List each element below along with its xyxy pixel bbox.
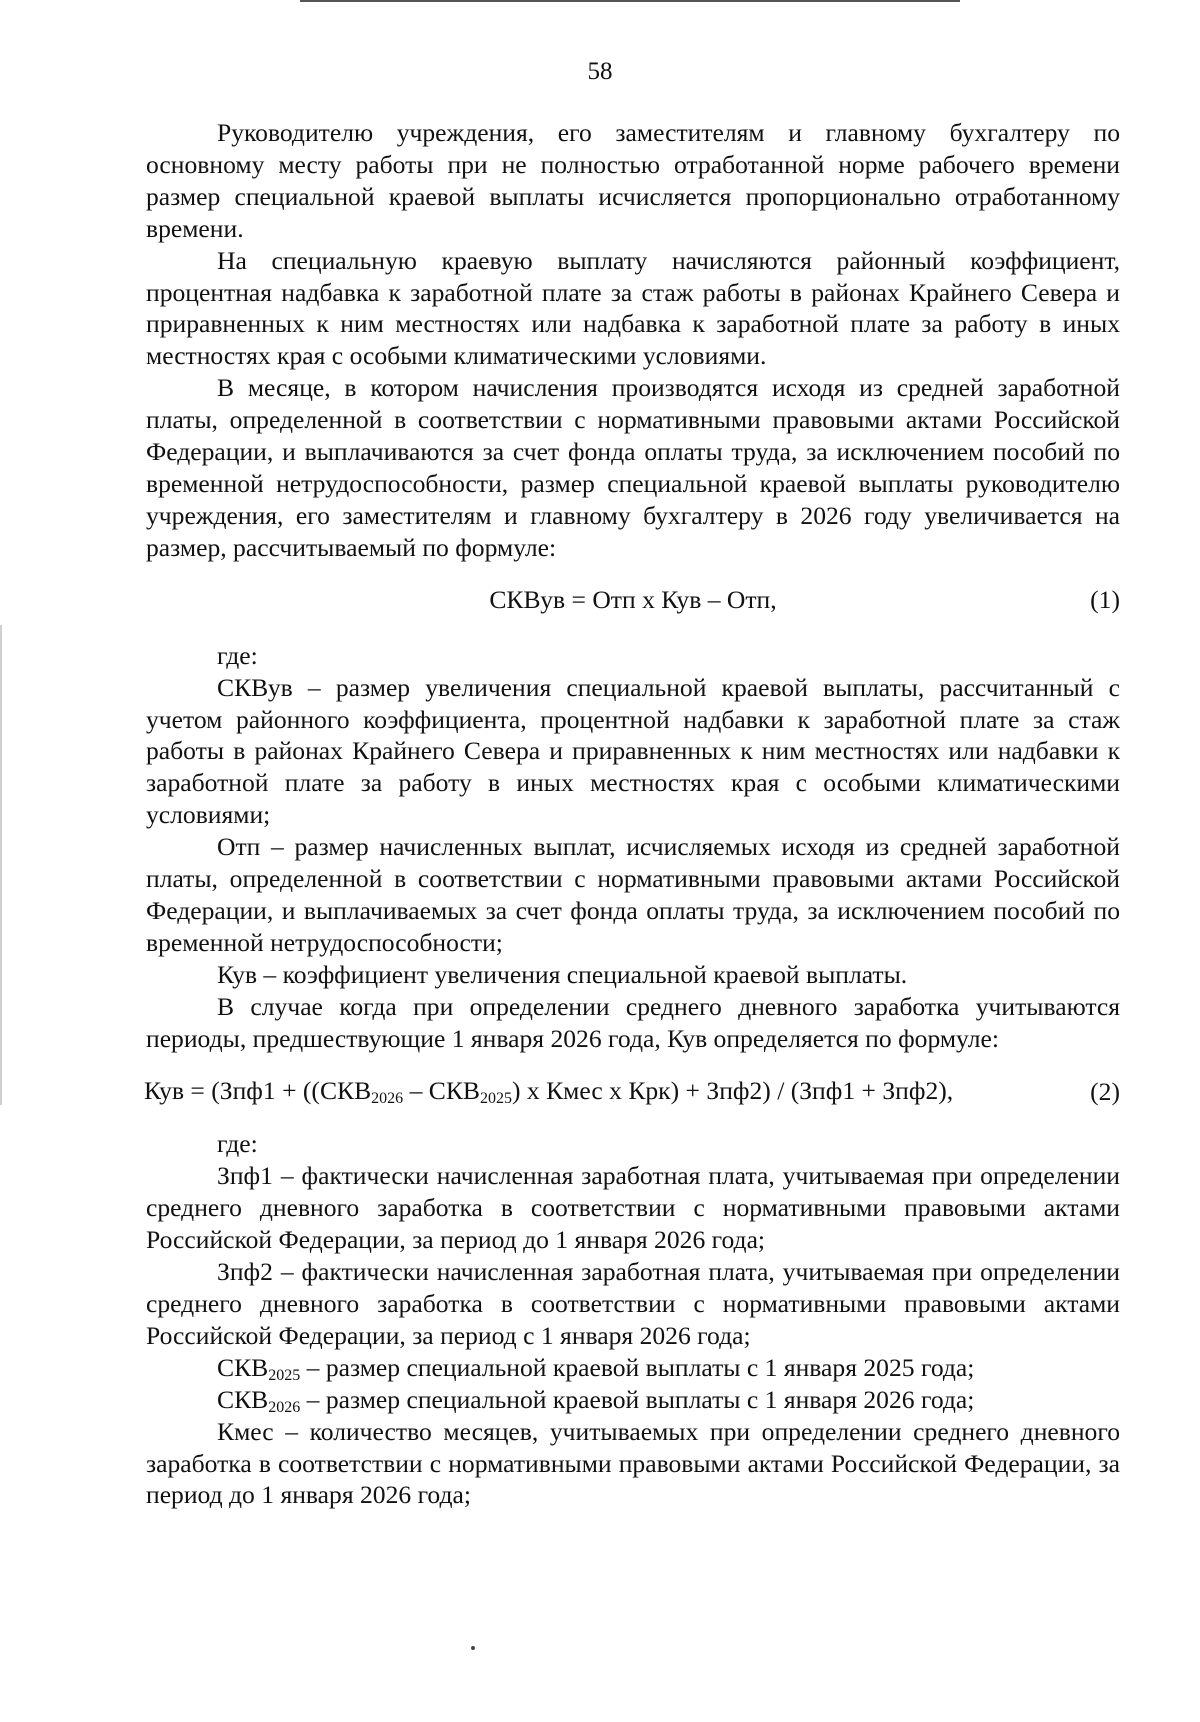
formula-2 — [146, 1072, 1120, 1110]
definition-skv2026-text: – размер специальной краевой выплаты с 1 января 2026 года; — [300, 1384, 975, 1414]
document-body — [146, 117, 1120, 1511]
where-label-1: где: — [217, 640, 258, 670]
definition-zpf1: Зпф1 – фактически начисленная заработная плата, учитываемая при определении среднего дневного заработка в соответствии с нормативными правовыми актами Российской Федерации, за период до 1 января 2026 года; — [146, 1161, 1120, 1255]
where-label-2: где: — [217, 1129, 258, 1159]
formula-2-part-2: – СКВ — [403, 1076, 480, 1106]
paragraph-1: Руководителю учреждения, его заместителям и главному бухгалтеру по основному месту работы при не полностью отработанной норме рабочего времени размер специальной краевой выплаты исчисляется пропорционально отработанному времени. — [146, 118, 1120, 243]
definition-otp: Отп – размер начисленных выплат, исчисляемых исходя из средней заработной платы, определенной в соответствии с нормативными правовыми актами Российской Федерации, и выплачиваемых за счет фонда оплаты труда, за исключением пособий по временной нетрудоспособности; — [146, 832, 1120, 957]
formula-1-number: (1) — [1090, 584, 1120, 614]
formula-2-part-1: Кув = (Зпф1 + ((СКВ — [144, 1076, 372, 1106]
formula-1-expression: СКВув = Отп х Кув – Отп, — [489, 584, 777, 614]
formula-1 — [146, 580, 1120, 620]
paragraph-4: В случае когда при определении среднего дневного заработка учитываются периоды, предшествующие 1 января 2026 года, Кув определяется по формуле: — [146, 991, 1120, 1053]
formula-2-subscript-1: 2026 — [371, 1090, 404, 1108]
definition-skv2025-text: – размер специальной краевой выплаты с 1 января 2025 года; — [300, 1352, 975, 1382]
page-number: 58 — [587, 58, 613, 85]
definition-skv2026 — [146, 1384, 1120, 1416]
formula-2-expression — [144, 1072, 953, 1110]
definition-zpf2: Зпф2 – фактически начисленная заработная плата, учитываемая при определении среднего дневного заработка в соответствии с нормативными правовыми актами Российской Федерации, за период с 1 января 2026 года; — [146, 1257, 1120, 1350]
definition-skv2025-term: СКВ — [217, 1352, 269, 1382]
scan-edge-mark — [0, 625, 2, 1105]
paragraph-2: На специальную краевую выплату начисляются районный коэффициент, процентная надбавка к заработной плате за стаж работы в районах Крайнего Севера и приравненных к ним местностях или надбавка к заработной плате за работу в иных местностях края с особыми климатическими условиями. — [146, 245, 1120, 371]
formula-2-part-3: ) х Кмес х Крк) + Зпф2) / (Зпф1 + Зпф2), — [511, 1076, 954, 1106]
definition-skvuv: СКВув – размер увеличения специальной краевой выплаты, рассчитанный с учетом районного коэффициента, процентной надбавки к заработной плате за стаж работы в районах Крайнего Севера и приравненных к ним местностях или надбавки к заработной плате за работу в иных местностях края с особыми климатическими условиями; — [146, 672, 1120, 830]
definition-skv2026-term: СКВ — [217, 1384, 269, 1414]
formula-2-number: (2) — [1090, 1077, 1120, 1107]
definition-skv2025 — [146, 1352, 1120, 1384]
scan-speck — [471, 1646, 475, 1650]
top-rule — [300, 0, 960, 2]
paragraph-3: В месяце, в котором начисления производятся исходя из средней заработной платы, определенной в соответствии с нормативными правовыми актами Российской Федерации, и выплачиваются за счет фонда оплаты труда, за исключением пособий по временной нетрудоспособности, размер специальной краевой выплаты руководителю учреждения, его заместителям и главному бухгалтеру в 2026 году увеличивается на размер, рассчитываемый по формуле: — [146, 373, 1120, 562]
definition-skv2026-subscript: 2026 — [268, 1398, 301, 1416]
formula-2-subscript-2: 2025 — [479, 1090, 512, 1108]
definition-skv2025-subscript: 2025 — [268, 1366, 301, 1384]
definition-kmes: Кмес – количество месяцев, учитываемых при определении среднего дневного заработка в соответствии с нормативными правовыми актами Российской Федерации, за период до 1 января 2026 года; — [146, 1416, 1120, 1510]
definition-kuv: Кув – коэффициент увеличения специальной краевой выплаты. — [217, 959, 908, 989]
